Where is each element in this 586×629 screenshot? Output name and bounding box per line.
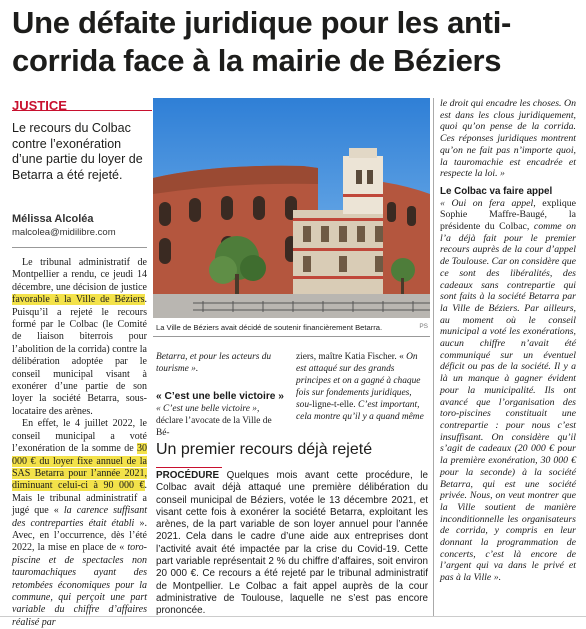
paragraph-3: Betarra, et pour les acteurs du tourisme ». [156, 352, 272, 374]
article-column-3 [296, 351, 426, 423]
sidebar-headline: Un premier recours déjà rejeté [156, 441, 373, 458]
highlighted-text: favorable à la Ville de Béziers [12, 294, 145, 306]
paragraph-6: le droit qui encadre les choses. On est dans les clous juridiquement, quoi qu’on pense de la corrida. Ces réponses juridiques montrent qu’on ne fait pas n’importe quoi, la tauromachie est encadrée et respecte la loi. » [440, 98, 576, 180]
paragraph-7: « Oui on fera appel, explique Sophie Maffre-Baugé, la présidente du Colbac, comme on l’a déjà fait pour le premier recours auprès de la cour d’appel de Toulouse. Car on considère que ce sont des libéralités, des cadeaux sans contrepartie qui sont faits à la société Betarra par la Ville de Béziers. Par ailleurs, au moment où le conseil municipal a voté les exonérations, aucun chiffre n’avait été communiqué sur un éventuel déficit ou pas de la société. Il y a là un manque à gagner évident pour la municipalité. Ils ont avancé que l’organisation des toro-piscines constituait une contrepartie : pour nous c’est insuffisant. On considère qu’il s’agit de cadeaux (20 000 € pour la première exonération, 30 000 € pour la seconde) à la société Betarra, qui est une société privée. Nous, on veut montrer que la Ville soutient de manière inconditionnelle les organisateurs de corrida, y compris en leur donnant la programmation de concerts, c’est là encore de l’argent qui va dans le privé et pas à la Ville ». [440, 197, 576, 584]
arena-illustration [153, 98, 430, 335]
rubric-label: JUSTICE [12, 98, 67, 113]
headline: Une défaite juridique pour les anti-corrida face à la mairie de Béziers [12, 5, 512, 78]
intertitle-appel: Le Colbac va faire appel [440, 185, 553, 197]
procedure-tag: PROCÉDURE [156, 470, 220, 481]
procedure-tag-bar [156, 467, 222, 468]
highlighted-text: 30 000 € du loyer fixe annuel de la SAS Betarra pour l’année 2021, diminuant celui-ci à 90 000 € [12, 443, 147, 492]
photo-caption: La Ville de Béziers avait décidé de soutenir financièrement Betarra. PS [156, 323, 428, 332]
author-name: Mélissa Alcoléa [12, 213, 94, 225]
intertitle-victoire: « C’est une belle victoire » [156, 391, 284, 402]
caption-divider [153, 336, 430, 337]
column-divider [433, 98, 434, 616]
paragraph-4: « C’est une belle victoire », déclare l’avocate de la Ville de Bé- [156, 404, 272, 438]
photo-credit: PS [419, 323, 428, 330]
standfirst: Le recours du Colbac contre l’exonération d’une partie du loyer de Betarra a été rejeté. [12, 121, 143, 182]
article-column-4 [440, 98, 576, 584]
procedure-box [156, 470, 428, 618]
paragraph-1: Le tribunal administratif de Montpellier a rendu, ce jeudi 14 décembre, une décision de justice favorable à la Ville de Béziers. Puisqu’il a rejeté le recours formé par le Colbac (le Comité de liaison biterrois pour l’abolition de la corrida) contre la délibération adoptée par le conseil municipal visant à exonérer d’une partie de son loyer la société Betarra, sous-locataire des arènes. [12, 257, 147, 417]
article-column-1 [12, 257, 147, 629]
paragraph-2: En effet, le 4 juillet 2022, le conseil municipal a voté l’exonération de la somme de 30 000 € du loyer fixe annuel de la SAS Betarra pour l’année 2021, diminuant celui-ci à 90 000 €. Mais le tribunal administratif a jugé que « la carence suffisant des contreparties était établi ». Avec, en l’occurrence, dès l’été 2022, la mise en place de « toro-piscine et de spectacles non tauromachiques ayant des retombées économiques pour la commune, qui perçoit une part variable du chiffre d’affaires réalisé par [12, 418, 147, 628]
arena-photo [153, 98, 430, 335]
paragraph-5: ziers, maître Katia Fischer. « On est attaqué sur des grands principes et on a gagné à chaque fois sur fondements juridiques, sou-ligne-t-elle. C’est important, cela montre qu’il y a quand même [296, 352, 424, 422]
article-column-2 [156, 351, 286, 439]
author-email[interactable]: malcolea@midilibre.com [12, 227, 116, 238]
byline-divider [12, 247, 147, 248]
rubric-divider [12, 110, 152, 111]
page-bottom-rule [0, 616, 586, 617]
procedure-text: Quelques mois avant cette procédure, le Colbac avait déjà attaqué une première délibération du conseil municipal de Béziers, votée le 13 décembre 2021, et visant cette fois à exonérer la société Betarra, exploitant les arènes, de la part variable de son loyer annuel pour l’année 2021. Cela dans le cadre d’une aide aux entreprises dont l’activité avait été impactée par la crise du Covid-19. Cette part variable représentait 2 % du chiffre d’affaires, soit environ 20 000 €. Ce recours a été rejeté par le tribunal administratif de Montpellier. Le Colbac a fait appel auprès de la cour administrative de Toulouse, laquelle ne s’est pas encore prononcée. [156, 470, 428, 617]
